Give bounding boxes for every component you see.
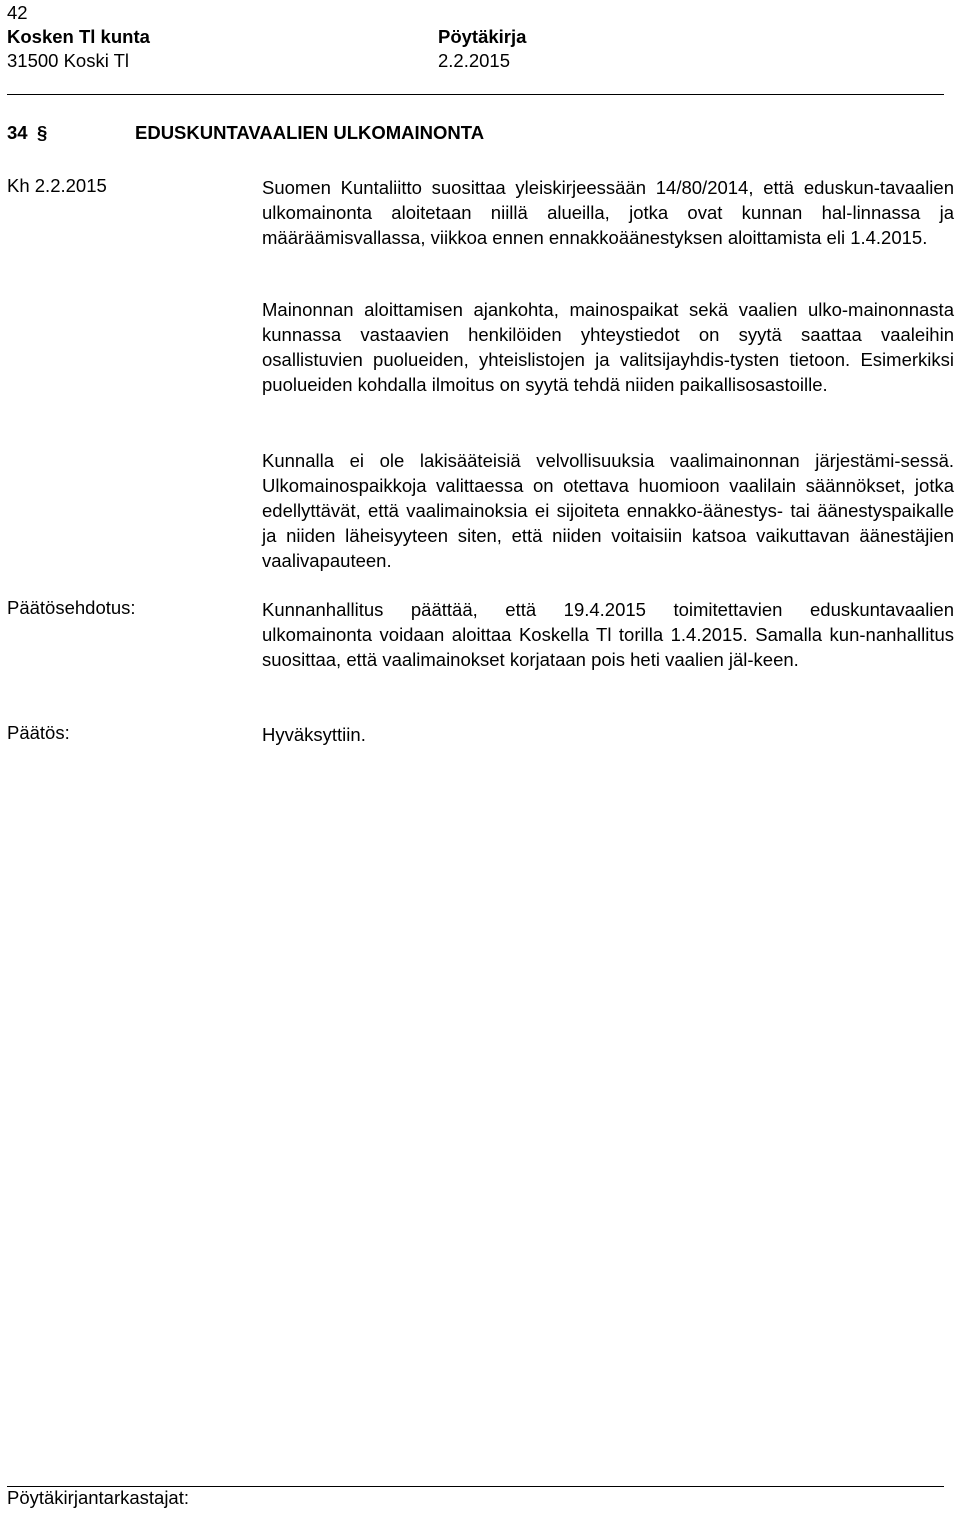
proposal-text: Kunnanhallitus päättää, että 19.4.2015 toimitettavien eduskuntavaalien ulkomainonta voidaan aloittaa Koskella Tl torilla 1.4.2015. Samalla kun-nanhallitus suosittaa, että vaalimainokset korjataan pois heti vaalien jäl-keen.: [262, 599, 954, 670]
organization-address: 31500 Koski Tl: [7, 50, 130, 71]
paragraph-2: Mainonnan aloittamisen ajankohta, mainospaikat sekä vaalien ulko-mainonnasta kunnassa vastaavien henkilöiden yhteystiedot on syytä saattaa vaaleihin osallistuvien puolueiden, yhteislistojen ja valitsijayhdis-tysten tietoon. Esimerkiksi puolueiden kohdalla ilmoitus on syytä tehdä niiden paikallisosastoille.: [262, 299, 954, 395]
section-title: EDUSKUNTAVAALIEN ULKOMAINONTA: [135, 122, 485, 143]
decision-label: Päätös:: [7, 722, 70, 743]
organization-name: Kosken Tl kunta: [7, 26, 150, 47]
meeting-label: Kh 2.2.2015: [7, 175, 107, 196]
section-symbol: §: [37, 122, 48, 143]
page-number: 42: [7, 2, 28, 23]
document-date: 2.2.2015: [438, 50, 511, 71]
header-divider: [7, 94, 944, 95]
section-heading: [7, 122, 484, 144]
footer-label: Pöytäkirjantarkastajat:: [7, 1487, 190, 1508]
decision-text: Hyväksyttiin.: [262, 724, 366, 745]
paragraph-3: Kunnalla ei ole lakisääteisiä velvollisuuksia vaalimainonnan järjestämi-sessä. Ulkomainospaikkoja valittaessa on otettava huomioon vaalilain säännökset, jotka edellyttävät, että vaalimainoksia ei sijoiteta ennakko-äänestys- tai äänestyspaikalle ja niiden läheisyyteen siten, että niiden voitaisiin katsoa vaikuttavan äänestäjien vaalivapauteen.: [262, 450, 954, 571]
section-number: 34: [7, 122, 28, 143]
proposal-label: Päätösehdotus:: [7, 597, 136, 618]
document-type: Pöytäkirja: [438, 26, 527, 47]
paragraph-1: Suomen Kuntaliitto suosittaa yleiskirjeessään 14/80/2014, että eduskun-tavaalien ulkomainonta aloitetaan niillä alueilla, jotka ovat kunnan hal-linnassa ja määräämisvallassa, viikkoa ennen ennakkoäänestyksen aloittamista eli 1.4.2015.: [262, 177, 954, 248]
